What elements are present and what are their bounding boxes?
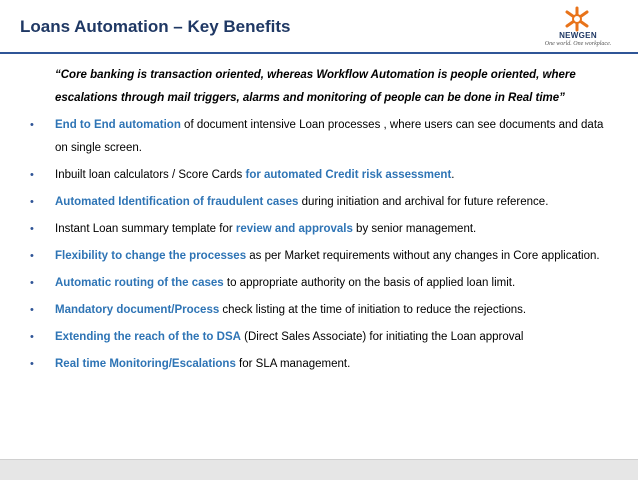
benefit-item: [0, 245, 638, 268]
benefit-item: [0, 272, 638, 295]
benefit-tail: (Direct Sales Associate) for initiating the Loan approval: [240, 331, 524, 343]
header-divider: [0, 52, 638, 54]
benefit-highlight: for automated Credit risk assessment: [245, 169, 452, 181]
bullet-icon: •: [30, 250, 34, 262]
bullet-icon: •: [30, 358, 34, 370]
bullet-icon: •: [30, 119, 34, 131]
benefit-tail: to appropriate authority on the basis of applied loan limit.: [223, 277, 516, 289]
bullet-icon: •: [30, 223, 34, 235]
benefit-tail: of document intensive Loan processes , where users can see documents and data on single screen.: [55, 119, 604, 154]
benefit-lead: Inbuilt loan calculators / Score Cards: [55, 169, 246, 181]
benefit-item: [0, 353, 638, 376]
benefit-highlight: Automatic routing of the cases: [55, 277, 224, 289]
benefit-tail: check listing at the time of initiation to reduce the rejections.: [219, 304, 527, 316]
logo-tagline: One world. One workplace.: [544, 41, 612, 47]
benefit-highlight: Automated Identification of fraudulent cases: [55, 196, 299, 208]
benefit-item: [0, 191, 638, 214]
bullet-icon: •: [30, 196, 34, 208]
bullet-icon: •: [30, 304, 34, 316]
benefit-item: [0, 299, 638, 322]
benefits-list: [0, 114, 638, 376]
benefit-tail: for SLA management.: [235, 358, 351, 370]
newgen-logo-icon: [562, 6, 592, 32]
newgen-logo: [538, 6, 618, 50]
logo-name: NEWGEN: [559, 31, 597, 40]
benefit-tail: during initiation and archival for future reference.: [298, 196, 549, 208]
bullet-icon: •: [30, 277, 34, 289]
slide-header: [0, 0, 638, 52]
benefit-tail: by senior management.: [352, 223, 477, 235]
benefit-highlight: Extending the reach of the to DSA: [55, 331, 241, 343]
slide-footer-bar: [0, 459, 638, 480]
benefit-highlight: Real time Monitoring/Escalations: [55, 358, 236, 370]
benefit-highlight: Mandatory document/Process: [55, 304, 220, 316]
benefit-item: [0, 114, 638, 160]
benefit-tail: .: [451, 169, 455, 181]
slide-title: Loans Automation – Key Benefits: [20, 17, 291, 36]
benefit-highlight: Flexibility to change the processes: [55, 250, 247, 262]
quote-text: “Core banking is transaction oriented, whereas Workflow Automation is people oriented, where escalations through mail triggers, alarms and monitoring of people can be done in Real time”: [55, 69, 576, 104]
bullet-icon: •: [30, 331, 34, 343]
benefit-item: [0, 164, 638, 187]
slide-content: [0, 64, 638, 376]
bullet-icon: •: [30, 169, 34, 181]
benefit-highlight: review and approvals: [235, 223, 353, 235]
benefit-item: [0, 218, 638, 241]
benefit-lead: Instant Loan summary template for: [55, 223, 236, 235]
benefit-highlight: End to End automation: [55, 119, 181, 131]
benefit-tail: as per Market requirements without any changes in Core application.: [246, 250, 600, 262]
benefit-item: [0, 326, 638, 349]
